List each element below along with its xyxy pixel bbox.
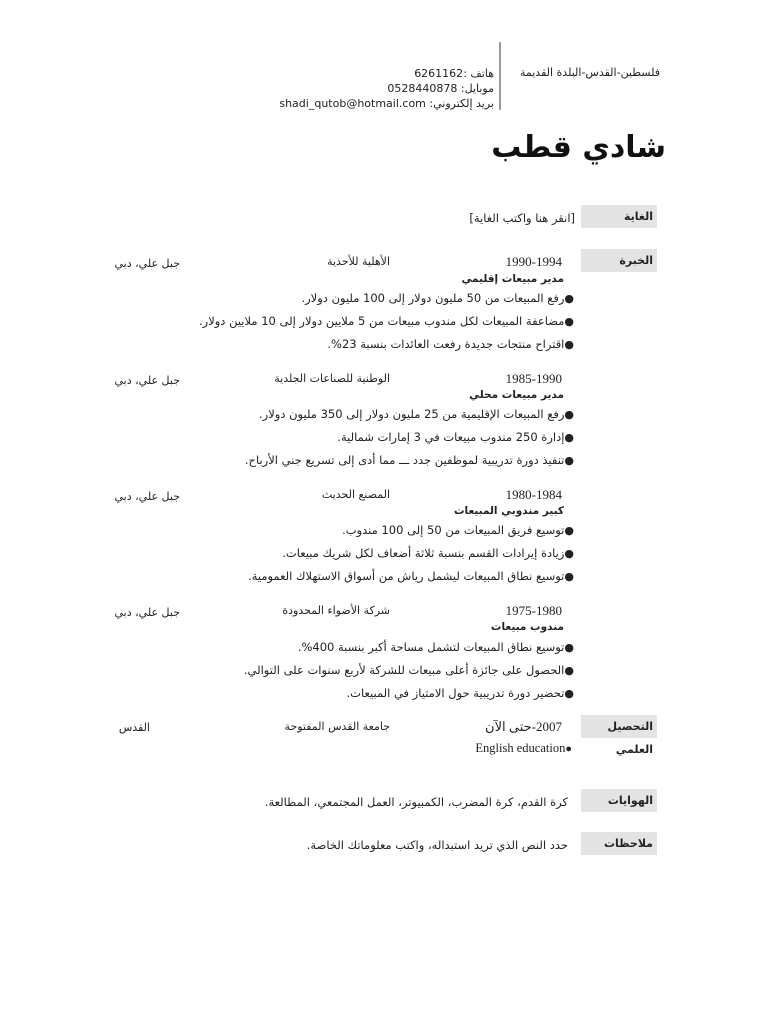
phone: هاتف :6261162	[414, 67, 494, 80]
education-location: القدس	[118, 721, 150, 734]
job-bullet: ●تنفيذ دورة تدريبية لموظفين جدد ـــ مما أدى إلى تسريع جني الأرباح.	[244, 453, 574, 467]
job-bullet: ●زيادة إيرادات القسم بنسبة ثلاثة أضعاف لكل شريك مبيعات.	[282, 546, 574, 560]
job-company: شركة الأضواء المحدودة	[282, 604, 390, 617]
section-label-hobbies: الهوايات	[581, 789, 657, 812]
job-bullet: ●تحضير دورة تدريبية حول الامتياز في المبيعات.	[346, 686, 574, 700]
job-location: جبل علي، دبي	[114, 374, 180, 387]
job-date: 1975-1980	[505, 603, 562, 618]
job-bullet: ●إدارة 250 مندوب مبيعات في 3 إمارات شمالية.	[337, 430, 574, 444]
education-detail: English education●	[475, 741, 572, 755]
hobbies-text: كرة القدم، كرة المضرب، الكمبيوتر، العمل المجتمعي، المطالعة.	[264, 795, 568, 809]
job-title: مندوب مبيعات	[490, 621, 564, 633]
email: بريد إلكتروني: shadi_qutob@hotmail.com	[279, 97, 494, 110]
job-title: مدير مبيعات إقليمي	[461, 273, 564, 285]
job-company: الوطنية للصناعات الجلدية	[274, 372, 390, 385]
job-bullet: ●توسيع نطاق المبيعات لتشمل مساحة أكبر بنسبة 400%.	[297, 640, 574, 654]
job-title: مدير مبيعات محلي	[469, 389, 564, 401]
address: فلسطين-القدس-البلدة القديمة	[519, 66, 660, 79]
job-location: جبل علي، دبي	[114, 257, 180, 270]
job-date: 1980-1984	[505, 487, 562, 502]
job-bullet: ●رفع المبيعات من 50 مليون دولار إلى 100 مليون دولار.	[301, 291, 574, 305]
job-bullet: ●توسيع نطاق المبيعات ليشمل رياش من أسواق الاستهلاك العمومية.	[248, 569, 574, 583]
job-date: 1985-1990	[505, 371, 562, 386]
job-company: الأهلية للأحذية	[327, 255, 390, 268]
goal-text[interactable]: [انقر هنا واكتب الغاية]	[469, 211, 575, 225]
job-bullet: ●توسيع فريق المبيعات من 50 إلى 100 مندوب.	[342, 523, 574, 537]
notes-text: حدد النص الذي تريد استبداله، واكتب معلوماتك الخاصة.	[306, 838, 568, 852]
section-label-notes: ملاحظات	[581, 832, 657, 855]
job-location: جبل علي، دبي	[114, 490, 180, 503]
person-name: شادي قطب	[491, 130, 666, 165]
education-date: 2007-حتى الآن	[485, 719, 562, 734]
job-location: جبل علي، دبي	[114, 606, 180, 619]
section-label-education: التحصيل العلمي	[581, 715, 657, 738]
mobile: موبايل: 0528440878	[387, 82, 494, 95]
contact-block	[279, 66, 494, 111]
job-title: كبير مندوبي المبيعات	[453, 505, 564, 517]
job-company: المصنع الحديث	[321, 488, 390, 501]
job-bullet: ●مضاعفة المبيعات لكل مندوب مبيعات من 5 ملايين دولار إلى 10 ملايين دولار.	[198, 314, 574, 328]
section-label-goal: الغاية	[581, 205, 657, 228]
job-bullet: ●اقتراح منتجات جديدة رفعت العائدات بنسبة 23%.	[327, 337, 574, 351]
header-divider	[499, 42, 501, 110]
job-date: 1990-1994	[505, 254, 562, 269]
job-bullet: ●الحصول على جائزة أعلى مبيعات للشركة لأربع سنوات على التوالي.	[243, 663, 574, 677]
job-bullet: ●رفع المبيعات الإقليمية من 25 مليون دولار إلى 350 مليون دولار.	[259, 407, 574, 421]
education-institution: جامعة القدس المفتوحة	[284, 720, 390, 733]
section-label-experience: الخبرة	[581, 249, 657, 272]
